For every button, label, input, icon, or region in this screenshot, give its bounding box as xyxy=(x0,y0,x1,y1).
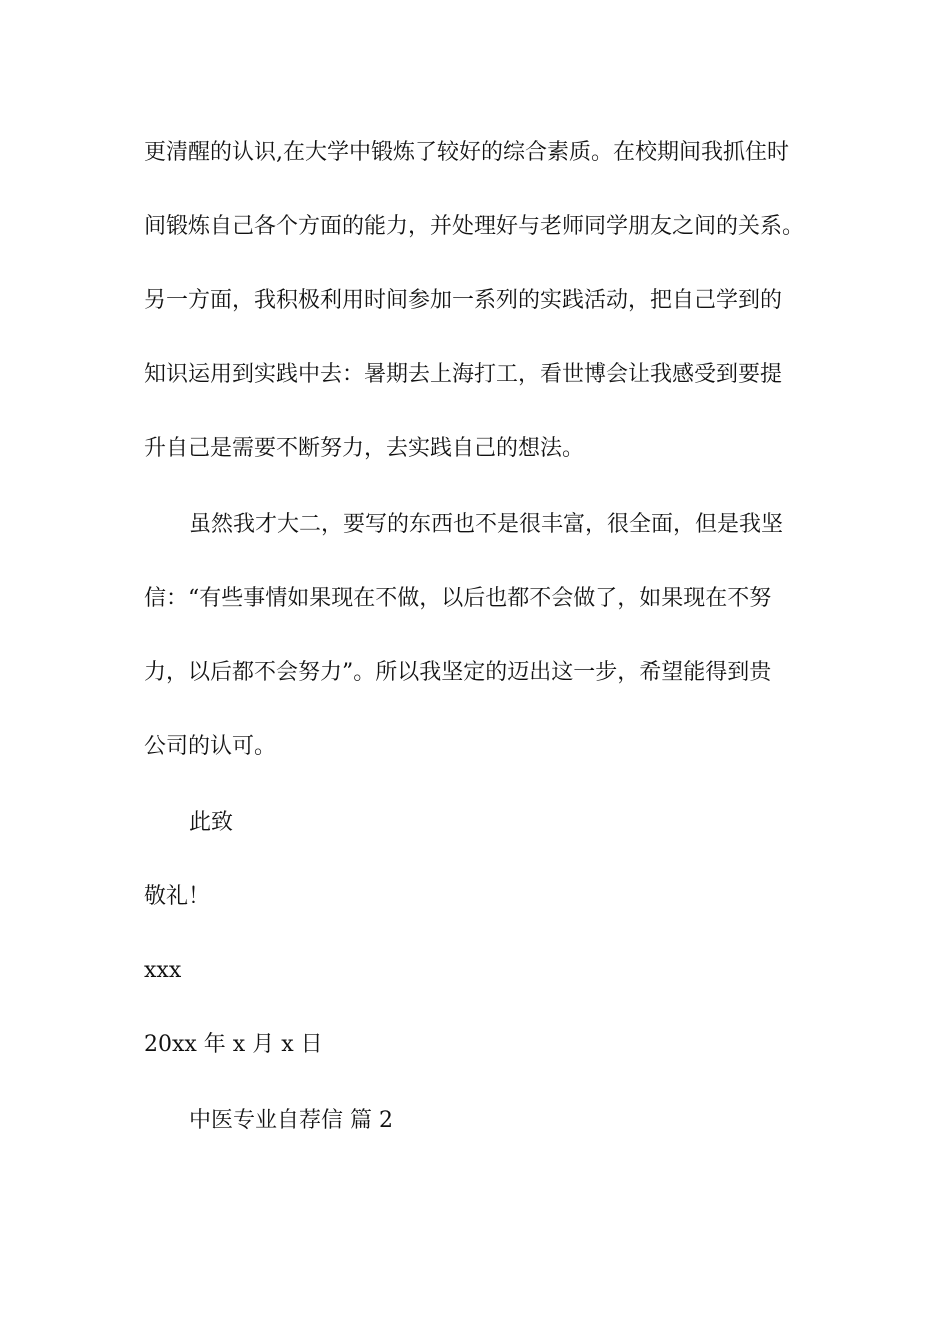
next-section-title: 中医专业自荐信 篇 2 xyxy=(189,1108,393,1133)
signature-date: 20xx 年 x 月 x 日 xyxy=(144,1032,323,1057)
body-line-5: 升自己是需要不断努力，去实践自己的想法。 xyxy=(144,436,585,461)
body-line-2: 间锻炼自己各个方面的能力，并处理好与老师同学朋友之间的关系。 xyxy=(144,214,805,239)
signature-name: xxx xyxy=(144,958,182,983)
body-line-1: 更清醒的认识,在大学中锻炼了较好的综合素质。在校期间我抓住时 xyxy=(144,140,789,165)
closing-salutation: 此致 xyxy=(189,810,234,835)
body-line-4: 知识运用到实践中去：暑期去上海打工，看世博会让我感受到要提 xyxy=(144,362,783,387)
paragraph-2-line-2: 信：“有些事情如果现在不做，以后也都不会做了，如果现在不努 xyxy=(144,586,772,611)
body-line-3: 另一方面，我积极利用时间参加一系列的实践活动，把自己学到的 xyxy=(144,288,783,313)
paragraph-2-line-4: 公司的认可。 xyxy=(144,734,277,759)
paragraph-2-line-3: 力，以后都不会努力”。所以我坚定的迈出这一步，希望能得到贵 xyxy=(144,660,772,685)
paragraph-2-line-1: 虽然我才大二，要写的东西也不是很丰富，很全面，但是我坚 xyxy=(189,512,784,537)
closing-regards: 敬礼！ xyxy=(144,884,211,909)
